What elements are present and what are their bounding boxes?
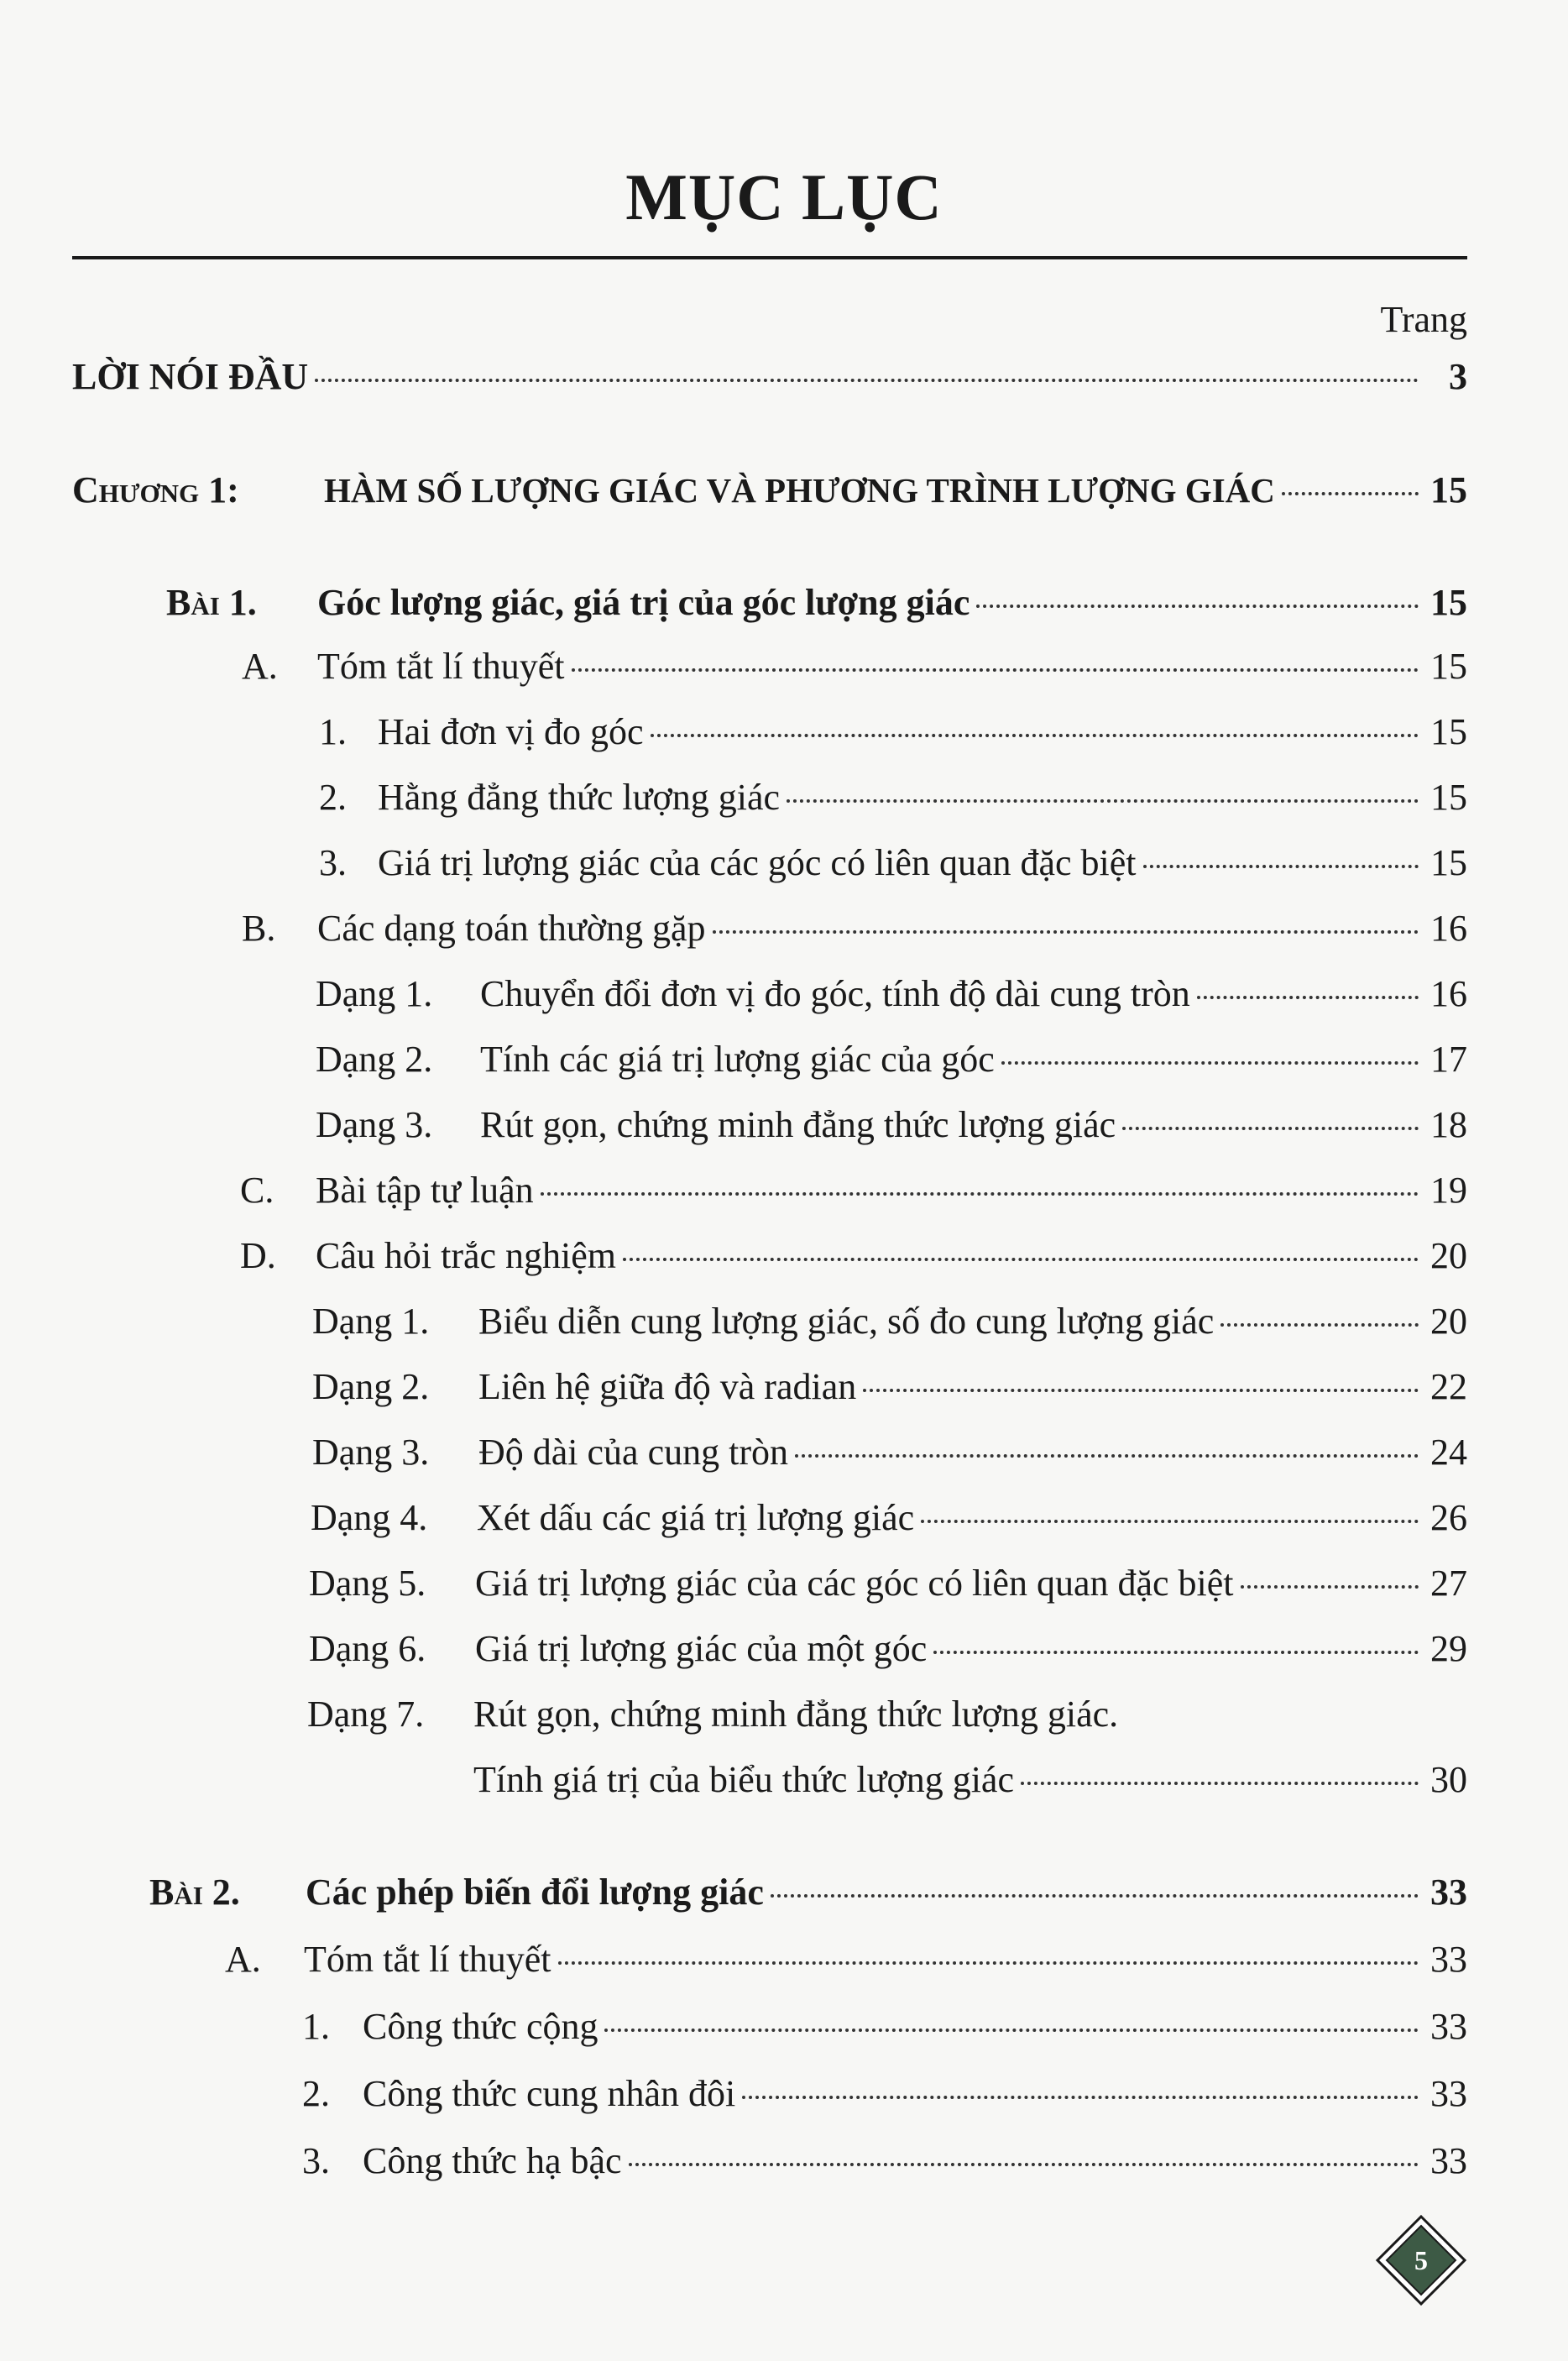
toc-entry-label: Dạng 2. [312,1366,430,1407]
toc-entry-page: 20 [1430,1301,1467,1342]
toc-entry-page: 33 [1430,1872,1467,1913]
leader-dots [1220,1323,1419,1327]
toc-entry-type-continuation[interactable] [473,1758,1467,1803]
toc-entry-label: Dạng 3. [316,1104,433,1145]
toc-entry-subsection[interactable] [319,710,1467,755]
toc-entry-page: 15 [1430,777,1467,818]
toc-entry-text: Bài tập tự luận [316,1170,534,1211]
toc-entry-page: 24 [1430,1432,1467,1473]
leader-dots [1241,1585,1419,1589]
toc-entry-page: 16 [1430,908,1467,949]
toc-entry-text: Công thức hạ bậc [363,2140,622,2181]
page-column-header: Trang [1380,299,1467,340]
page-number: 5 [1414,2245,1428,2275]
toc-entry-page: 17 [1430,1039,1467,1080]
toc-entry-page: 27 [1430,1563,1467,1604]
toc-entry-page: 33 [1430,2140,1467,2181]
toc-entry-type[interactable] [312,1300,1467,1344]
toc-entry-type[interactable] [316,972,1467,1017]
toc-entry-label: 3. [302,2140,330,2181]
toc-entry-label: A. [225,1939,261,1980]
toc-entry-page: 18 [1430,1104,1467,1145]
leader-dots [541,1192,1419,1196]
toc-entry-type[interactable] [307,1693,1118,1737]
toc-entry-section[interactable] [242,907,1467,951]
toc-entry-page: 19 [1430,1170,1467,1211]
toc-entry-subsection[interactable] [302,2139,1467,2184]
toc-entry-text: Tính các giá trị lượng giác của góc [480,1039,995,1080]
leader-dots [863,1389,1419,1392]
toc-entry-label: Dạng 4. [311,1497,428,1538]
toc-entry-subsection[interactable] [302,2005,1467,2050]
leader-dots [1122,1127,1419,1130]
leader-dots [713,930,1419,934]
toc-entry-lesson-2[interactable] [149,1871,1467,1915]
toc-entry-type[interactable] [309,1562,1467,1606]
toc-entry-page: 15 [1430,469,1467,510]
leader-dots [976,605,1419,608]
toc-entry-text: Liên hệ giữa độ và radian [478,1366,857,1407]
toc-entry-section[interactable] [240,1234,1467,1279]
toc-entry-page: 30 [1430,1759,1467,1800]
toc-entry-page: 22 [1430,1366,1467,1407]
toc-entry-text: Rút gọn, chứng minh đẳng thức lượng giác [480,1104,1116,1145]
toc-entry-section[interactable] [242,645,1467,689]
toc-entry-page: 33 [1430,1939,1467,1980]
toc-entry-subsection[interactable] [319,776,1467,820]
toc-entry-chapter-1[interactable] [72,469,1467,513]
toc-entry-label: Dạng 5. [309,1563,426,1604]
toc-entry-subsection[interactable] [302,2072,1467,2117]
toc-entry-text: Tóm tắt lí thuyết [304,1939,551,1980]
toc-entry-text: Độ dài của cung tròn [478,1432,788,1473]
toc-entry-page: 15 [1430,842,1467,883]
toc-entry-type[interactable] [316,1103,1467,1148]
toc-entry-text: Các dạng toán thường gặp [317,908,706,949]
toc-entry-text: Tóm tắt lí thuyết [317,646,565,687]
leader-dots [1021,1782,1419,1785]
toc-entry-label: Bài 1. [166,582,257,623]
toc-entry-label: Dạng 6. [309,1628,426,1669]
toc-entry-page: 15 [1430,646,1467,687]
page-number-badge [1375,2214,1467,2306]
toc-entry-text: Chuyển đổi đơn vị đo góc, tính độ dài cung tròn [480,973,1190,1014]
toc-entry-text: Công thức cung nhân đôi [363,2073,736,2114]
toc-entry-subsection[interactable] [319,841,1467,886]
toc-entry-type[interactable] [316,1038,1467,1082]
toc-entry-page: 16 [1430,973,1467,1014]
leader-dots [315,379,1419,382]
toc-entry-label: A. [242,646,278,687]
leader-dots [604,2029,1419,2032]
toc-entry-text: Giá trị lượng giác của các góc có liên quan đặc biệt [378,842,1137,883]
toc-entry-text: Hai đơn vị đo góc [378,711,644,752]
toc-entry-page: 15 [1430,711,1467,752]
toc-entry-text: Góc lượng giác, giá trị của góc lượng giác [317,582,970,623]
title-divider [72,256,1467,259]
leader-dots [651,734,1419,737]
leader-dots [1143,865,1419,868]
toc-entry-text: Tính giá trị của biểu thức lượng giác [473,1759,1014,1800]
toc-entry-section[interactable] [225,1938,1467,1982]
toc-entry-label: C. [240,1170,274,1211]
toc-entry-label: 1. [319,711,347,752]
toc-entry-label: 2. [302,2073,330,2114]
leader-dots [572,668,1419,672]
toc-entry-text: Câu hỏi trắc nghiệm [316,1235,617,1276]
toc-entry-label: Chương 1: [72,469,239,510]
toc-entry-type[interactable] [312,1365,1467,1410]
leader-dots [933,1651,1419,1654]
toc-entry-text: Công thức cộng [363,2006,598,2047]
toc-entry-text: Biểu diễn cung lượng giác, số đo cung lượng giác [478,1301,1215,1342]
toc-entry-section[interactable] [240,1169,1467,1213]
leader-dots [771,1894,1419,1898]
toc-entry-label: B. [242,908,276,949]
toc-entry-text: Hằng đẳng thức lượng giác [378,777,781,818]
toc-entry-text: Xét dấu các giá trị lượng giác [477,1497,915,1538]
toc-entry-page: 33 [1430,2006,1467,2047]
leader-dots [742,2096,1419,2099]
leader-dots [921,1520,1419,1523]
toc-entry-text: LỜI NÓI ĐẦU [72,356,309,397]
toc-entry-page: 26 [1430,1497,1467,1538]
toc-entry-label: Dạng 1. [312,1301,430,1342]
toc-entry-page: 15 [1430,582,1467,623]
toc-entry-label: Bài 2. [149,1872,240,1913]
leader-dots [629,2163,1419,2166]
leader-dots [1282,492,1419,495]
page-title: MỤC LỤC [625,160,943,233]
toc-entry-label: D. [240,1235,276,1276]
leader-dots [795,1454,1419,1458]
toc-entry-label: Dạng 2. [316,1039,433,1080]
toc-entry-page: 3 [1449,356,1467,397]
toc-entry-label: 3. [319,842,347,883]
toc-entry-label: Dạng 7. [307,1694,425,1735]
toc-entry-text: Giá trị lượng giác của các góc có liên quan đặc biệt [475,1563,1234,1604]
leader-dots [1001,1061,1419,1065]
toc-entry-page: 33 [1430,2073,1467,2114]
leader-dots [787,799,1419,803]
toc-entry-label: 2. [319,777,347,818]
toc-entry-text: Rút gọn, chứng minh đẳng thức lượng giác. [473,1694,1119,1735]
toc-entry-text: HÀM SỐ LƯỢNG GIÁC VÀ PHƯƠNG TRÌNH LƯỢNG GIÁC [324,471,1275,510]
toc-entry-text: Các phép biến đổi lượng giác [306,1872,764,1913]
toc-entry-type[interactable] [312,1431,1467,1475]
toc-entry-text: Giá trị lượng giác của một góc [475,1628,928,1669]
toc-entry-type[interactable] [309,1627,1467,1672]
toc-entry-lesson-1[interactable] [166,581,1467,626]
toc-entry-preface[interactable] [72,355,1467,400]
toc-entry-page: 29 [1430,1628,1467,1669]
toc-entry-label: Dạng 3. [312,1432,430,1473]
toc-entry-page: 20 [1430,1235,1467,1276]
leader-dots [623,1258,1419,1261]
leader-dots [1197,996,1419,999]
toc-entry-label: Dạng 1. [316,973,433,1014]
toc-entry-type[interactable] [311,1496,1467,1541]
toc-entry-label: 1. [302,2006,330,2047]
leader-dots [558,1961,1419,1965]
